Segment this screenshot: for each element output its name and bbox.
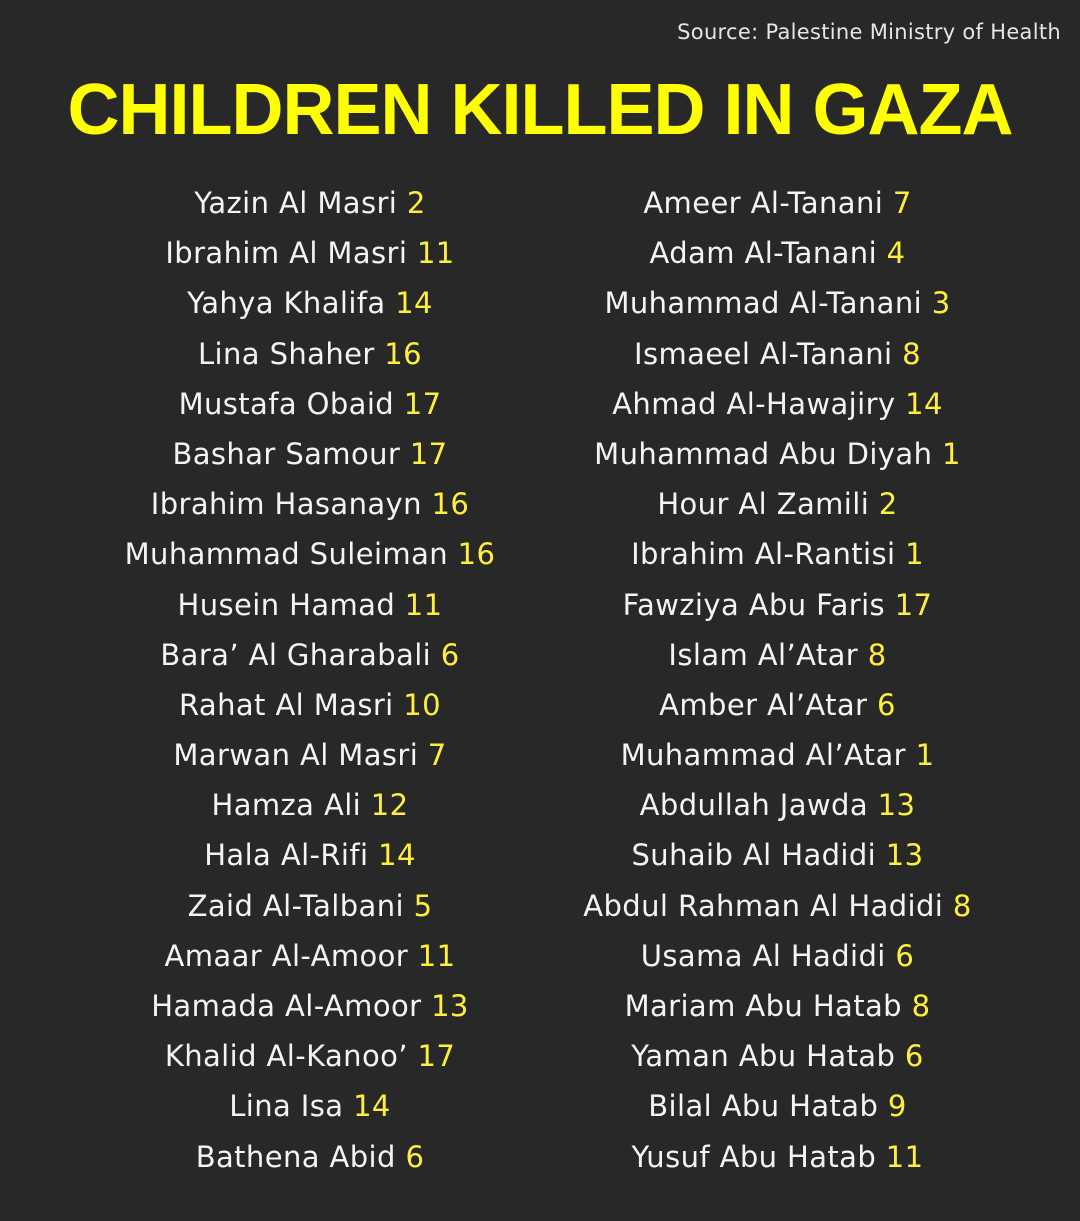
list-item [60, 278, 560, 328]
child-age: 11 [417, 938, 456, 973]
list-item [520, 780, 1035, 830]
child-age: 11 [885, 1139, 924, 1174]
child-age: 8 [952, 888, 972, 923]
child-name: Hala Al-Rifi [204, 838, 369, 873]
child-name: Ismaeel Al-Tanani [634, 336, 893, 371]
child-name: Mustafa Obaid [178, 386, 395, 421]
list-item [520, 1132, 1035, 1182]
list-item [520, 680, 1035, 730]
list-item [520, 881, 1035, 931]
child-name: Yusuf Abu Hatab [631, 1139, 877, 1174]
list-item [520, 1081, 1035, 1131]
list-item [60, 931, 560, 981]
child-name: Mariam Abu Hatab [624, 989, 902, 1023]
child-name: Ibrahim Hasanayn [150, 487, 422, 522]
child-name: Usama Al Hadidi [640, 938, 886, 973]
child-name: Suhaib Al Hadidi [631, 838, 877, 873]
child-age: 14 [395, 286, 433, 321]
child-age: 9 [887, 1089, 907, 1124]
child-name: Hour Al Zamili [657, 487, 870, 522]
child-age: 7 [892, 186, 912, 220]
child-age: 17 [417, 1039, 456, 1074]
child-name: Amaar Al-Amoor [164, 938, 409, 973]
list-item [520, 278, 1035, 328]
child-name: Ahmad Al-Hawajiry [612, 386, 896, 421]
list-item [60, 178, 560, 228]
child-age: 10 [403, 687, 441, 722]
child-name: Yazin Al Masri [194, 186, 398, 220]
child-name: Islam Al’Atar [668, 637, 859, 672]
child-name: Abdul Rahman Al Hadidi [583, 888, 944, 923]
list-item [60, 830, 560, 880]
child-name: Muhammad Suleiman [124, 537, 449, 572]
child-age: 14 [378, 838, 416, 873]
child-name: Bara’ Al Gharabali [160, 637, 432, 672]
child-name: Hamada Al-Amoor [151, 989, 422, 1023]
child-age: 4 [886, 236, 906, 271]
child-name: Yaman Abu Hatab [631, 1039, 896, 1074]
child-age: 13 [877, 788, 916, 823]
child-age: 8 [911, 989, 931, 1023]
list-item [520, 830, 1035, 880]
child-age: 16 [457, 537, 496, 572]
child-age: 6 [895, 938, 915, 973]
child-age: 12 [370, 788, 409, 823]
list-item [520, 730, 1035, 780]
list-item [60, 1031, 560, 1081]
child-name: Ibrahim Al-Rantisi [631, 537, 896, 572]
child-name: Hamza Ali [211, 788, 362, 823]
child-age: 3 [931, 286, 951, 321]
child-name: Bilal Abu Hatab [648, 1089, 879, 1124]
list-item [520, 228, 1035, 278]
child-name: Bashar Samour [172, 436, 401, 471]
list-item [60, 1132, 560, 1182]
child-age: 14 [905, 386, 943, 421]
names-column-left [60, 178, 560, 1182]
child-age: 6 [440, 637, 460, 672]
child-name: Muhammad Al’Atar [620, 738, 906, 773]
child-name: Marwan Al Masri [173, 738, 419, 773]
child-name: Fawziya Abu Faris [622, 587, 886, 622]
list-item [60, 379, 560, 429]
list-item [520, 529, 1035, 579]
child-age: 17 [403, 386, 442, 421]
list-item [520, 479, 1035, 529]
child-age: 11 [416, 236, 455, 271]
child-age: 1 [905, 537, 924, 572]
list-item [60, 881, 560, 931]
child-age: 7 [427, 738, 447, 773]
list-item [520, 429, 1035, 479]
child-age: 6 [876, 687, 896, 722]
child-name: Husein Hamad [177, 587, 396, 622]
list-item [60, 479, 560, 529]
child-age: 14 [353, 1089, 391, 1124]
child-name: Muhammad Al-Tanani [604, 286, 923, 321]
list-item [520, 329, 1035, 379]
child-name: Yahya Khalifa [187, 286, 386, 321]
child-age: 13 [885, 838, 924, 873]
list-item [520, 379, 1035, 429]
child-name: Bathena Abid [195, 1139, 396, 1174]
child-age: 1 [941, 436, 961, 471]
child-name: Zaid Al-Talbani [187, 888, 404, 923]
child-age: 17 [894, 587, 933, 622]
list-item [520, 580, 1035, 630]
child-age: 17 [409, 436, 448, 471]
child-age: 13 [431, 989, 469, 1023]
child-name: Muhammad Abu Diyah [594, 436, 933, 471]
source-credit: Source: Palestine Ministry of Health [677, 20, 1061, 44]
child-name: Khalid Al-Kanoo’ [164, 1039, 408, 1074]
child-age: 5 [413, 888, 433, 923]
child-name: Ibrahim Al Masri [165, 236, 408, 271]
list-item [520, 178, 1035, 228]
list-item [60, 730, 560, 780]
list-item [520, 931, 1035, 981]
child-name: Lina Isa [229, 1089, 344, 1124]
child-age: 11 [404, 587, 443, 622]
child-name: Adam Al-Tanani [649, 236, 878, 271]
list-item [60, 429, 560, 479]
list-item [60, 630, 560, 680]
list-item [520, 981, 1035, 1031]
child-age: 6 [904, 1039, 924, 1074]
list-item [60, 580, 560, 630]
child-age: 16 [384, 336, 422, 371]
list-item [60, 1081, 560, 1131]
child-name: Amber Al’Atar [659, 687, 868, 722]
child-name: Lina Shaher [197, 336, 375, 371]
child-age: 8 [867, 637, 887, 672]
child-age: 2 [406, 186, 426, 220]
list-item [60, 228, 560, 278]
child-name: Rahat Al Masri [179, 687, 394, 722]
child-age: 8 [902, 336, 921, 371]
page-title: CHILDREN KILLED IN GAZA [67, 70, 1013, 150]
child-name: Abdullah Jawda [639, 788, 868, 823]
list-item [520, 1031, 1035, 1081]
child-age: 6 [405, 1139, 425, 1174]
child-name: Ameer Al-Tanani [643, 186, 884, 220]
list-item [60, 329, 560, 379]
list-item [60, 680, 560, 730]
list-item [60, 780, 560, 830]
names-column-right [520, 178, 1035, 1182]
list-item [60, 981, 560, 1031]
child-age: 2 [878, 487, 898, 522]
list-item [60, 529, 560, 579]
list-item [520, 630, 1035, 680]
child-age: 16 [431, 487, 470, 522]
child-age: 1 [915, 738, 935, 773]
